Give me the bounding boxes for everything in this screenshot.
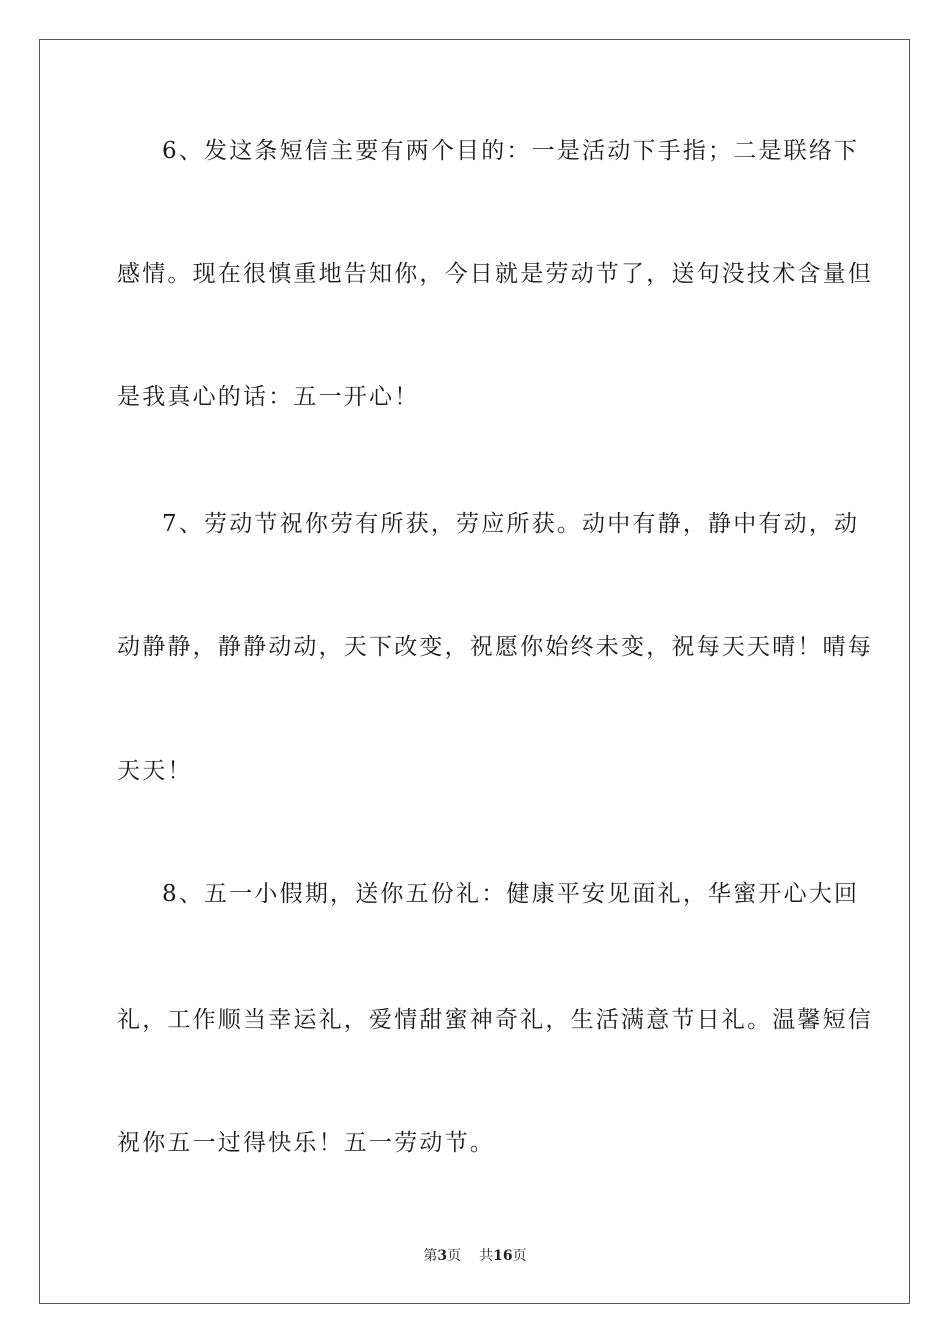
paragraph-line: 8、五一小假期，送你五份礼：健康平安见面礼，华蜜开心大回 bbox=[162, 881, 860, 907]
total-prefix: 共 bbox=[479, 1248, 494, 1264]
paragraph-line: 7、劳动节祝你劳有所获，劳应所获。动中有静，静中有动，动 bbox=[162, 511, 860, 537]
paragraph-line: 动静静，静静动动，天下改变，祝愿你始终未变，祝每天天晴！晴每 bbox=[117, 634, 873, 660]
page-prefix: 第 bbox=[423, 1248, 438, 1264]
paragraph-line: 6、发这条短信主要有两个目的：一是活动下手指；二是联络下 bbox=[162, 138, 860, 164]
page-suffix: 页 bbox=[447, 1248, 462, 1264]
page-border bbox=[39, 39, 910, 1304]
page-number: 3 bbox=[437, 1248, 448, 1264]
paragraph-line: 祝你五一过得快乐！五一劳动节。 bbox=[117, 1130, 495, 1156]
page-footer bbox=[0, 1246, 950, 1266]
total-pages: 16 bbox=[493, 1248, 513, 1264]
total-suffix: 页 bbox=[512, 1248, 527, 1264]
paragraph-line: 天天！ bbox=[117, 758, 193, 784]
paragraph-line: 感情。现在很慎重地告知你，今日就是劳动节了，送句没技术含量但 bbox=[117, 261, 873, 287]
paragraph-line: 是我真心的话：五一开心！ bbox=[117, 384, 420, 410]
paragraph-line: 礼，工作顺当幸运礼，爱情甜蜜神奇礼，生活满意节日礼。温馨短信 bbox=[117, 1007, 873, 1033]
